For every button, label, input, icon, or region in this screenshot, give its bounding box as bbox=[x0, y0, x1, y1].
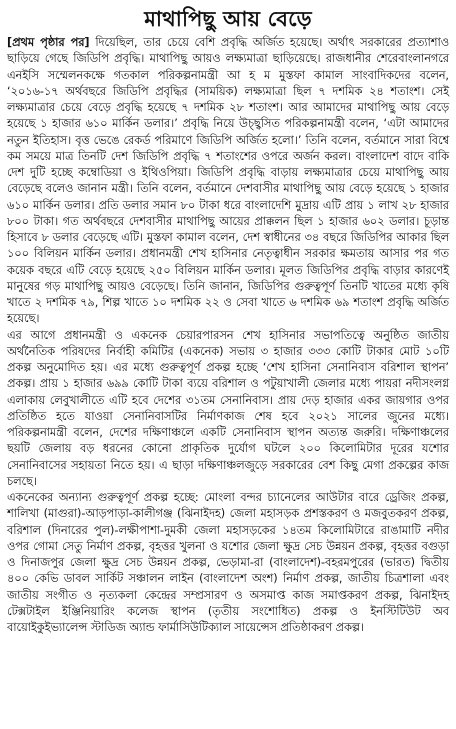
article-body bbox=[7, 35, 449, 636]
article-paragraph-1 bbox=[7, 35, 449, 328]
paragraph-text: দিয়েছিল, তার চেয়ে বেশি প্রবৃদ্ধি অর্জিত হয়েছে। অর্থাৎ সরকারের প্রত্যাশাও ছাড়িয়ে গেছে জিডিপি প্রবৃদ্ধি। মাথাপিছু আয়ও লক্ষ্যমাত্রা ছাড়িয়েছে। রাজধানীর শেরেবাংলানগরে এনইসি সম্মেলনকক্ষে গতকাল পরিকল্পনামন্ত্রী আ হ ম মুস্তফা কামাল সাংবাদিকদের বলেন, ‘২০১৬-১৭ অর্থবছরে জিডিপি প্রবৃদ্ধির (সাময়িক) লক্ষ্যমাত্রা ছিল ৭ দশমিক ২৪ শতাংশ। সেই লক্ষ্যমাত্রার চেয়ে বেড়ে প্রবৃদ্ধি হয়েছে ৭ দশমিক ২৮ শতাংশ। আর আমাদের মাথাপিছু আয় বেড়ে হয়েছে ১ হাজার ৬১০ মার্কিন ডলার।’ প্রবৃদ্ধি নিয়ে উচ্ছ্বসিত পরিকল্পনামন্ত্রী বলেন, ‘এটা আমাদের নতুন ইতিহাস। বৃত্ত ভেঙে রেকর্ড পরিমাণে জিডিপি অর্জিত হলো।’ তিনি বলেন, বর্তমানে সারা বিশ্বে কম সময়ে মাত্র তিনটি দেশ জিডিপি প্রবৃদ্ধি ৭ শতাংশের ওপরে অর্জন করল। বাংলাদেশ বাদে বাকি দেশ দুটি হচ্ছে কম্বোডিয়া ও ইথিওপিয়া। জিডিপি প্রবৃদ্ধি বাড়ায় লক্ষ্যমাত্রার চেয়ে মাথাপিছু আয় বেড়েছে বলেও জানান মন্ত্রী। তিনি বলেন, বর্তমানে দেশবাসীর মাথাপিছু আয় বেড়ে হয়েছে ১ হাজার ৬১০ মার্কিন ডলার। প্রতি ডলার সমান ৮০ টাকা ধরে বাংলাদেশি মুদ্রায় এটি প্রায় ১ লাখ ২৮ হাজার ৮০০ টাকা। গত অর্থবছরে দেশবাসীর মাথাপিছু আয়ের প্রাক্কলন ছিল ১ হাজার ৬০২ ডলার। চূড়ান্ত হিসাবে ৮ ডলার বেড়েছে এটি। মুস্তফা কামাল বলেন, দেশ স্বাধীনের ৩৪ বছরে জিডিপির আকার ছিল ১০০ বিলিয়ন মার্কিন ডলার। প্রধানমন্ত্রী শেখ হাসিনার নেতৃত্বাধীন সরকার ক্ষমতায় আসার পর গত কয়েক বছরে এটি বেড়ে হয়েছে ২৫০ বিলিয়ন মার্কিন ডলার। মূলত জিডিপির প্রবৃদ্ধি বাড়ার কারণেই মানুষের গড় মাথাপিছু আয়ও বেড়েছে। তিনি জানান, জিডিপির গুরুত্বপূর্ণ তিনটি খাতের মধ্যে কৃষি খাতে ২ দশমিক ৭৯, শিল্প খাতে ১০ দশমিক ২২ ও সেবা খাতে ৬ দশমিক ৬৯ শতাংশ প্রবৃদ্ধি অর্জিত হয়েছে। bbox=[7, 36, 450, 326]
headline: মাথাপিছু আয় বেড়ে bbox=[144, 7, 312, 31]
article-paragraph-3: একনেকের অন্যান্য গুরুত্বপূর্ণ প্রকল্প হচ্ছে: মোংলা বন্দর চ্যানেলের আউটার বারে ড্রেজিং প্রকল্প, শালিখা (মাগুরা)-আড়পাড়া-কালীগঞ্জ (ঝিনাইদহ) জেলা মহাসড়ক প্রশস্তকরণ ও মজবুতকরণ প্রকল্প, বরিশাল (দিনারের পুল)-লক্ষীপাশা-দুমকী জেলা মহাসড়কের ১৪তম কিলোমিটারে রাঙামাটি নদীর ওপর গোমা সেতু নির্মাণ প্রকল্প, বৃহত্তর খুলনা ও যশোর জেলা ক্ষুদ্র সেচ উন্নয়ন প্রকল্প, বৃহত্তর বগুড়া ও দিনাজপুর জেলা ক্ষুদ্র সেচ উন্নয়ন প্রকল্প, ভেড়ামা-রা (বাংলাদেশ)-বহরমপুরের (ভারত) দ্বিতীয় ৪০০ কেভি ডাবল সার্কিট সঞ্চালন লাইন (বাংলাদেশ অংশ) নির্মাণ প্রকল্প, জাতীয় চিত্রশালা এবং জাতীয় সংগীত ও নৃত্যকলা কেন্দ্রের সম্প্রসারণ ও অসমাপ্ত কাজ সমাপ্তকরণ প্রকল্প, ঝিনাইদহ টেক্সটাইল ইঞ্জিনিয়ারিং কলেজ স্থাপন (তৃতীয় সংশোধিত) প্রকল্প ও ইনস্টিটিউট অব বায়োইকুইভ্যালেন্স স্টাডিজ অ্যান্ড ফার্মাসিউটিক্যাল সায়েন্সেস প্রতিষ্ঠাকরণ প্রকল্প। bbox=[7, 491, 449, 634]
continuation-prefix: [প্রথম পৃষ্ঠার পর] bbox=[7, 36, 90, 49]
article-paragraph-2: এর আগে প্রধানমন্ত্রী ও একনেক চেয়ারপারসন শেখ হাসিনার সভাপতিত্বে অনুষ্ঠিত জাতীয় অর্থনৈতিক পরিষদের নির্বাহী কমিটির (একনেক) সভায় ৩ হাজার ৩৩৩ কোটি টাকার মোট ১০টি প্রকল্প অনুমোদিত হয়। এর মধ্যে গুরুত্বপূর্ণ প্রকল্প হচ্ছে ‘শেখ হাসিনা সেনানিবাস বরিশাল স্থাপন’ প্রকল্প। প্রায় ১ হাজার ৬৯৯ কোটি টাকা ব্যয়ে বরিশাল ও পটুয়াখালী জেলার মধ্যে পায়রা নদীসংলগ্ন এলাকায় লেবুখালীতে এটি হবে দেশের ৩১তম সেনানিবাস। প্রায় দেড় হাজার একর জায়গার ওপর প্রতিষ্ঠিত হতে যাওয়া সেনানিবাসটির নির্মাণকাজ শেষ হবে ২০২১ সালের জুনের মধ্যে। পরিকল্পনামন্ত্রী বলেন, দেশের দক্ষিণাঞ্চলে একটি সেনানিবাস স্থাপন অত্যন্ত জরুরি। দক্ষিণাঞ্চলের ছয়টি জেলায় বড় ধরনের কোনো প্রাকৃতিক দুর্যোগ ঘটলে ২০০ কিলোমিটার দূরের যশোর সেনানিবাসের সহায়তা নিতে হয়। এ ছাড়া দক্ষিণাঞ্চলজুড়ে সরকারের বেশ কিছু মেগা প্রকল্পের কাজ চলছে। bbox=[7, 328, 449, 488]
